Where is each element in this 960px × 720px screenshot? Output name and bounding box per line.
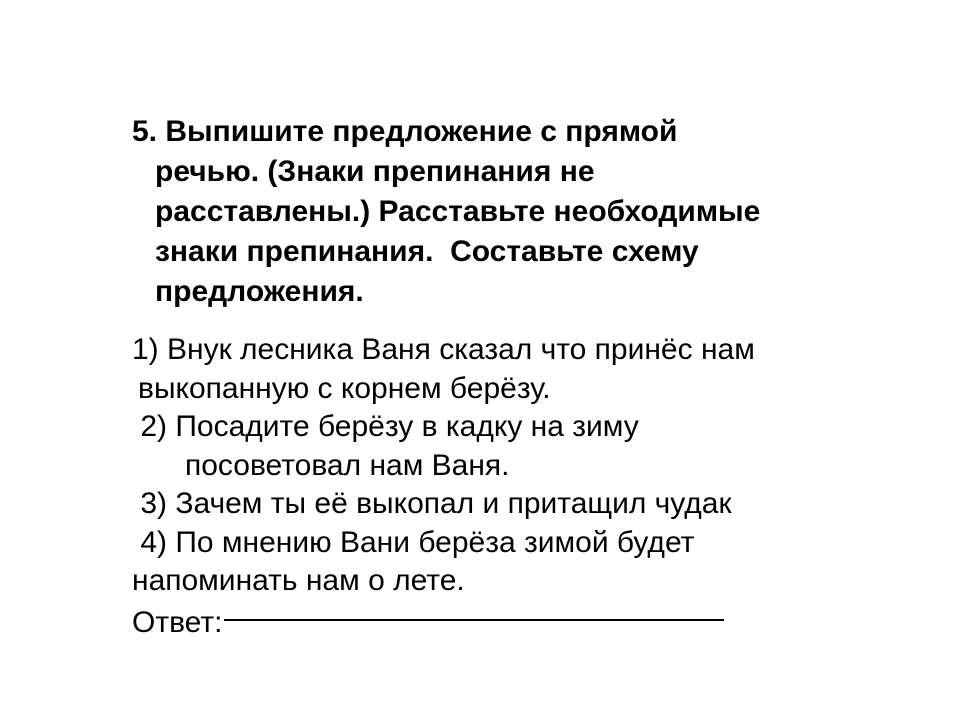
task-statement [132, 112, 852, 312]
answer-label: Ответ: [132, 606, 223, 639]
answer-row [132, 603, 724, 643]
sentence-line: 4) По мнению Вани берёза зимой будет [132, 525, 695, 559]
sentence-line: напоминать нам о лете. [132, 564, 465, 597]
sentence-line: 2) Посадите берёзу в кадку на зиму [132, 410, 639, 443]
sentence-line: 1) Внук лесника Ваня сказал что принёс нам [132, 333, 755, 366]
task-line: 5. Выпишите предложение с прямой [132, 115, 678, 148]
task-line: предложения. [155, 275, 364, 308]
task-line: расставлены.) Расставьте необходимые [155, 195, 761, 228]
task-line: знаки препинания. Составьте схему [155, 235, 699, 268]
task-line: речью. (Знаки препинания не [155, 155, 595, 188]
answer-blank-line [224, 619, 724, 621]
sentence-list [132, 331, 892, 601]
sentence-line: выкопанную с корнем берёзу. [138, 371, 551, 405]
sentence-line: посоветовал нам Ваня. [185, 448, 510, 482]
sentence-line: 3) Зачем ты её выкопал и притащил чудак [132, 487, 732, 520]
